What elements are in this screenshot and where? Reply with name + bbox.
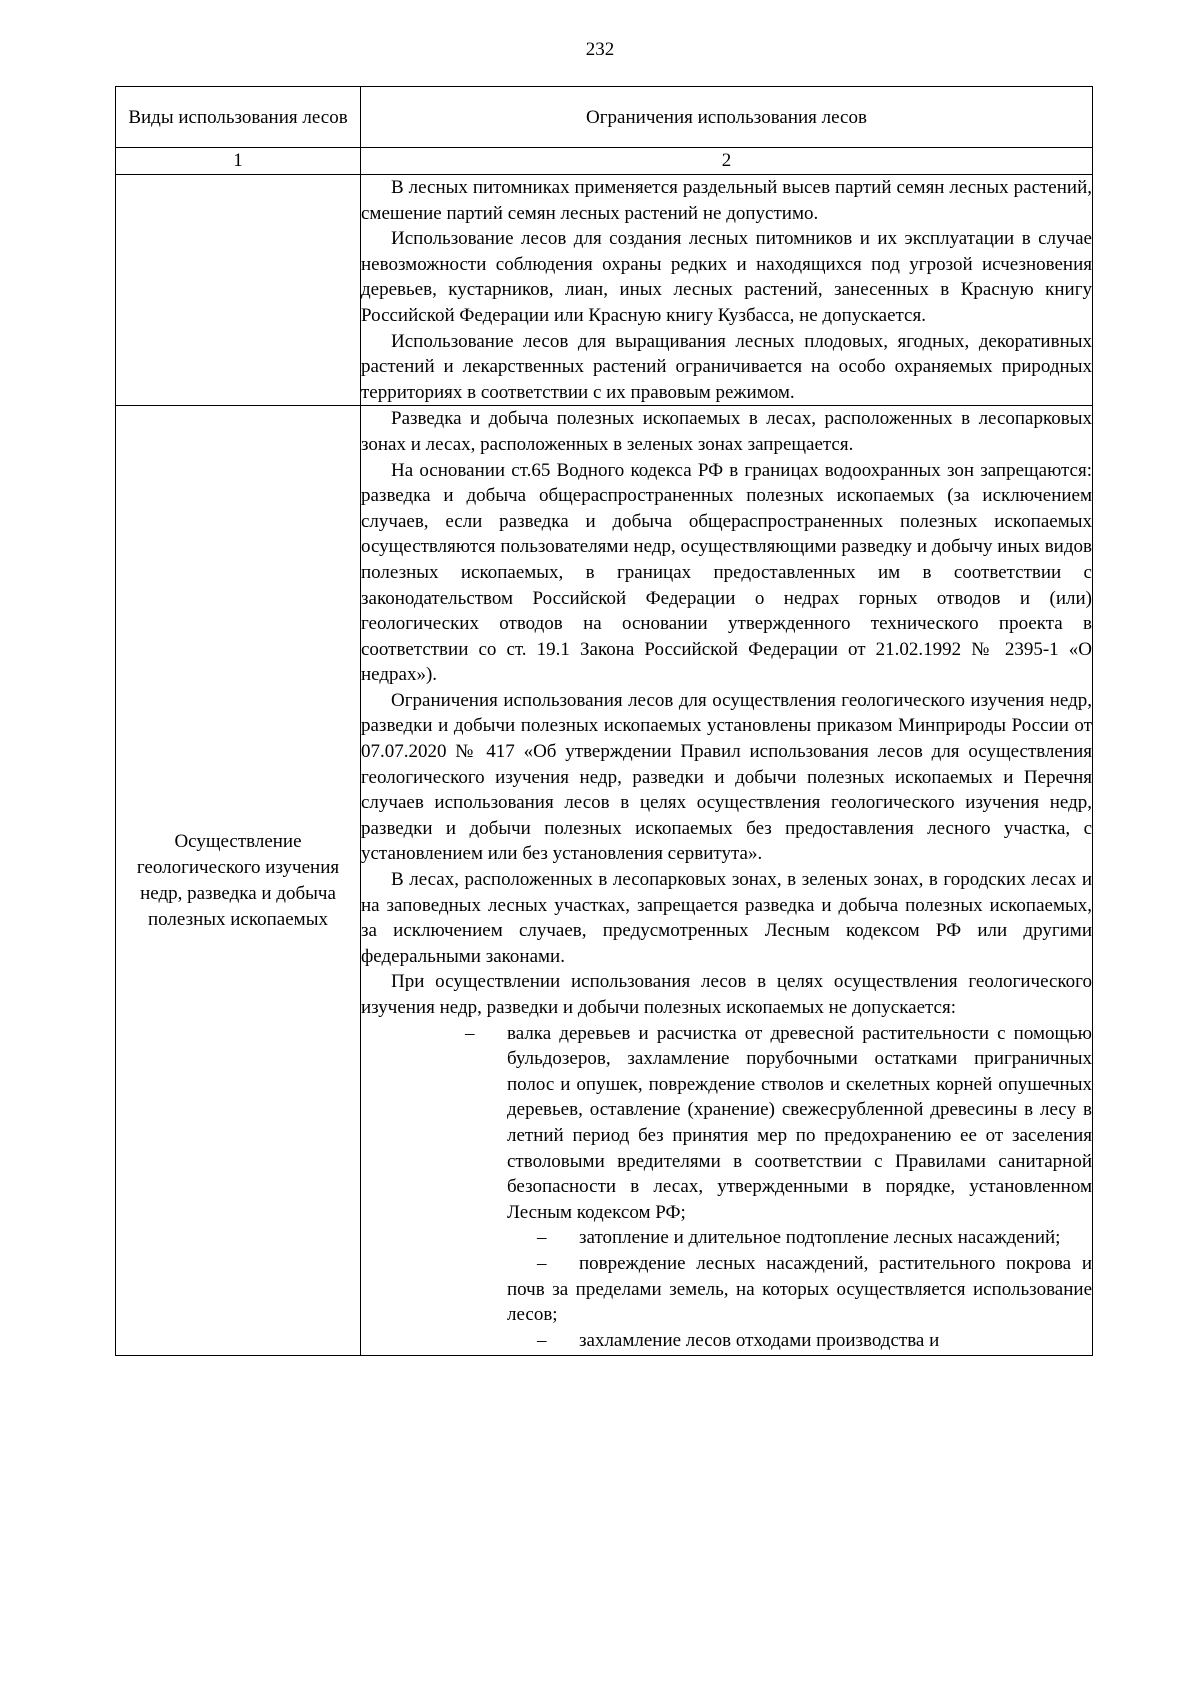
forest-use-type-cell bbox=[116, 175, 361, 406]
list-item bbox=[507, 1251, 1092, 1328]
restriction-paragraph: Разведка и добыча полезных ископаемых в лесах, расположенных в лесопарковых зонах и лесах, расположенных в зеленых зонах запрещается. bbox=[361, 408, 1092, 455]
restrictions-cell bbox=[361, 406, 1093, 1355]
dash-marker: – bbox=[537, 1227, 547, 1249]
dash-marker: – bbox=[537, 1252, 547, 1274]
list-item bbox=[507, 1328, 1092, 1355]
header-forest-use-type: Виды использования лесов bbox=[116, 87, 361, 148]
column-number-1: 1 bbox=[116, 148, 361, 175]
restriction-paragraph: Использование лесов для создания лесных питомников и их эксплуатации в случае невозможности соблюдения охраны редких и находящихся под угрозой исчезновения деревьев, кустарников, лиан, иных лесных растений, занесенных в Красную книгу Российской Федерации или Красную книгу Кузбасса, не допускается. bbox=[361, 228, 1092, 326]
restriction-paragraph: В лесных питомниках применяется раздельный высев партий семян лесных растений, смешение партий семян лесных растений не допустимо. bbox=[361, 177, 1092, 224]
restriction-paragraph: В лесах, расположенных в лесопарковых зонах, в зеленых зонах, в городских лесах и на заповедных лесных участках, запрещается разведка и добыча полезных ископаемых, за исключением случаев, предусмотренных Лесным кодексом РФ или другими федеральными законами. bbox=[361, 869, 1092, 967]
forest-use-type-cell: Осуществление геологического изучения недр, разведка и добыча полезных ископаемых bbox=[116, 406, 361, 1355]
restriction-paragraph: Ограничения использования лесов для осуществления геологического изучения недр, разведки и добычи полезных ископаемых установлены приказом Минприроды России от 07.07.2020 № 417 «Об утверждении Правил использования лесов для осуществления геологического изучения недр, разведки и добычи полезных ископаемых и Перечня случаев использования лесов в целях осуществления геологического изучения недр, разведки и добычи полезных ископаемых без предоставления лесного участка, с установлением или без установления сервитута». bbox=[361, 689, 1092, 865]
list-item bbox=[507, 1225, 1092, 1251]
page-number: 232 bbox=[585, 39, 615, 60]
list-item-text: повреждение лесных насаждений, растительного покрова и почв за пределами земель, на которых осуществляется использование лесов; bbox=[507, 1252, 1092, 1326]
restriction-paragraph: На основании ст.65 Водного кодекса РФ в границах водоохранных зон запрещаются: разведка и добыча общераспространенных полезных ископаемых (за исключением случаев, если разведка и добыча общераспространенных полезных ископаемых осуществляются пользователями недр, осуществляющими разведку и добычу иных видов полезных ископаемых, в границах предоставленных им в соответствии с законодательством Российской Федерации о недрах горных отводов и (или) геологических отводов на основании утвержденного технического проекта в соответствии со ст. 19.1 Закона Российской Федерации от 21.02.1992 № 2395-1 «О недрах»). bbox=[361, 459, 1092, 686]
list-item bbox=[465, 1021, 1092, 1226]
list-item-text: валка деревьев и расчистка от древесной растительности с помощью бульдозеров, захламление порубочными остатками приграничных полос и опушек, повреждение стволов и скелетных корней опушечных деревьев, оставление (хранение) свежесрубленной древесины в лесу в летний период без принятия мер по предохранению ее от заселения стволовыми вредителями в соответствии с Правилами санитарной безопасности в лесах, утвержденными в порядке, установленном Лесным кодексом РФ; bbox=[507, 1022, 1092, 1223]
table-header-row bbox=[116, 87, 1093, 148]
list-item-text: затопление и длительное подтопление лесных насаждений; bbox=[579, 1227, 1061, 1249]
column-number-2: 2 bbox=[361, 148, 1093, 175]
restriction-paragraph: При осуществлении использования лесов в целях осуществления геологического изучения недр, разведки и добычи полезных ископаемых не допускается: bbox=[361, 971, 1092, 1018]
list-item-text: захламление лесов отходами производства и bbox=[579, 1329, 940, 1351]
column-number-row bbox=[116, 148, 1093, 175]
dash-marker: – bbox=[537, 1329, 547, 1351]
restriction-paragraph: Использование лесов для выращивания лесных плодовых, ягодных, декоративных растений и лекарственных растений ограничивается на особо охраняемых природных территориях в соответствии с их правовым режимом. bbox=[361, 330, 1092, 403]
table-row bbox=[116, 175, 1093, 406]
dash-marker: – bbox=[465, 1022, 475, 1044]
restrictions-cell bbox=[361, 175, 1093, 406]
forest-use-restrictions-table bbox=[115, 86, 1093, 1356]
table-row bbox=[116, 406, 1093, 1355]
header-forest-use-restrictions: Ограничения использования лесов bbox=[361, 87, 1093, 148]
